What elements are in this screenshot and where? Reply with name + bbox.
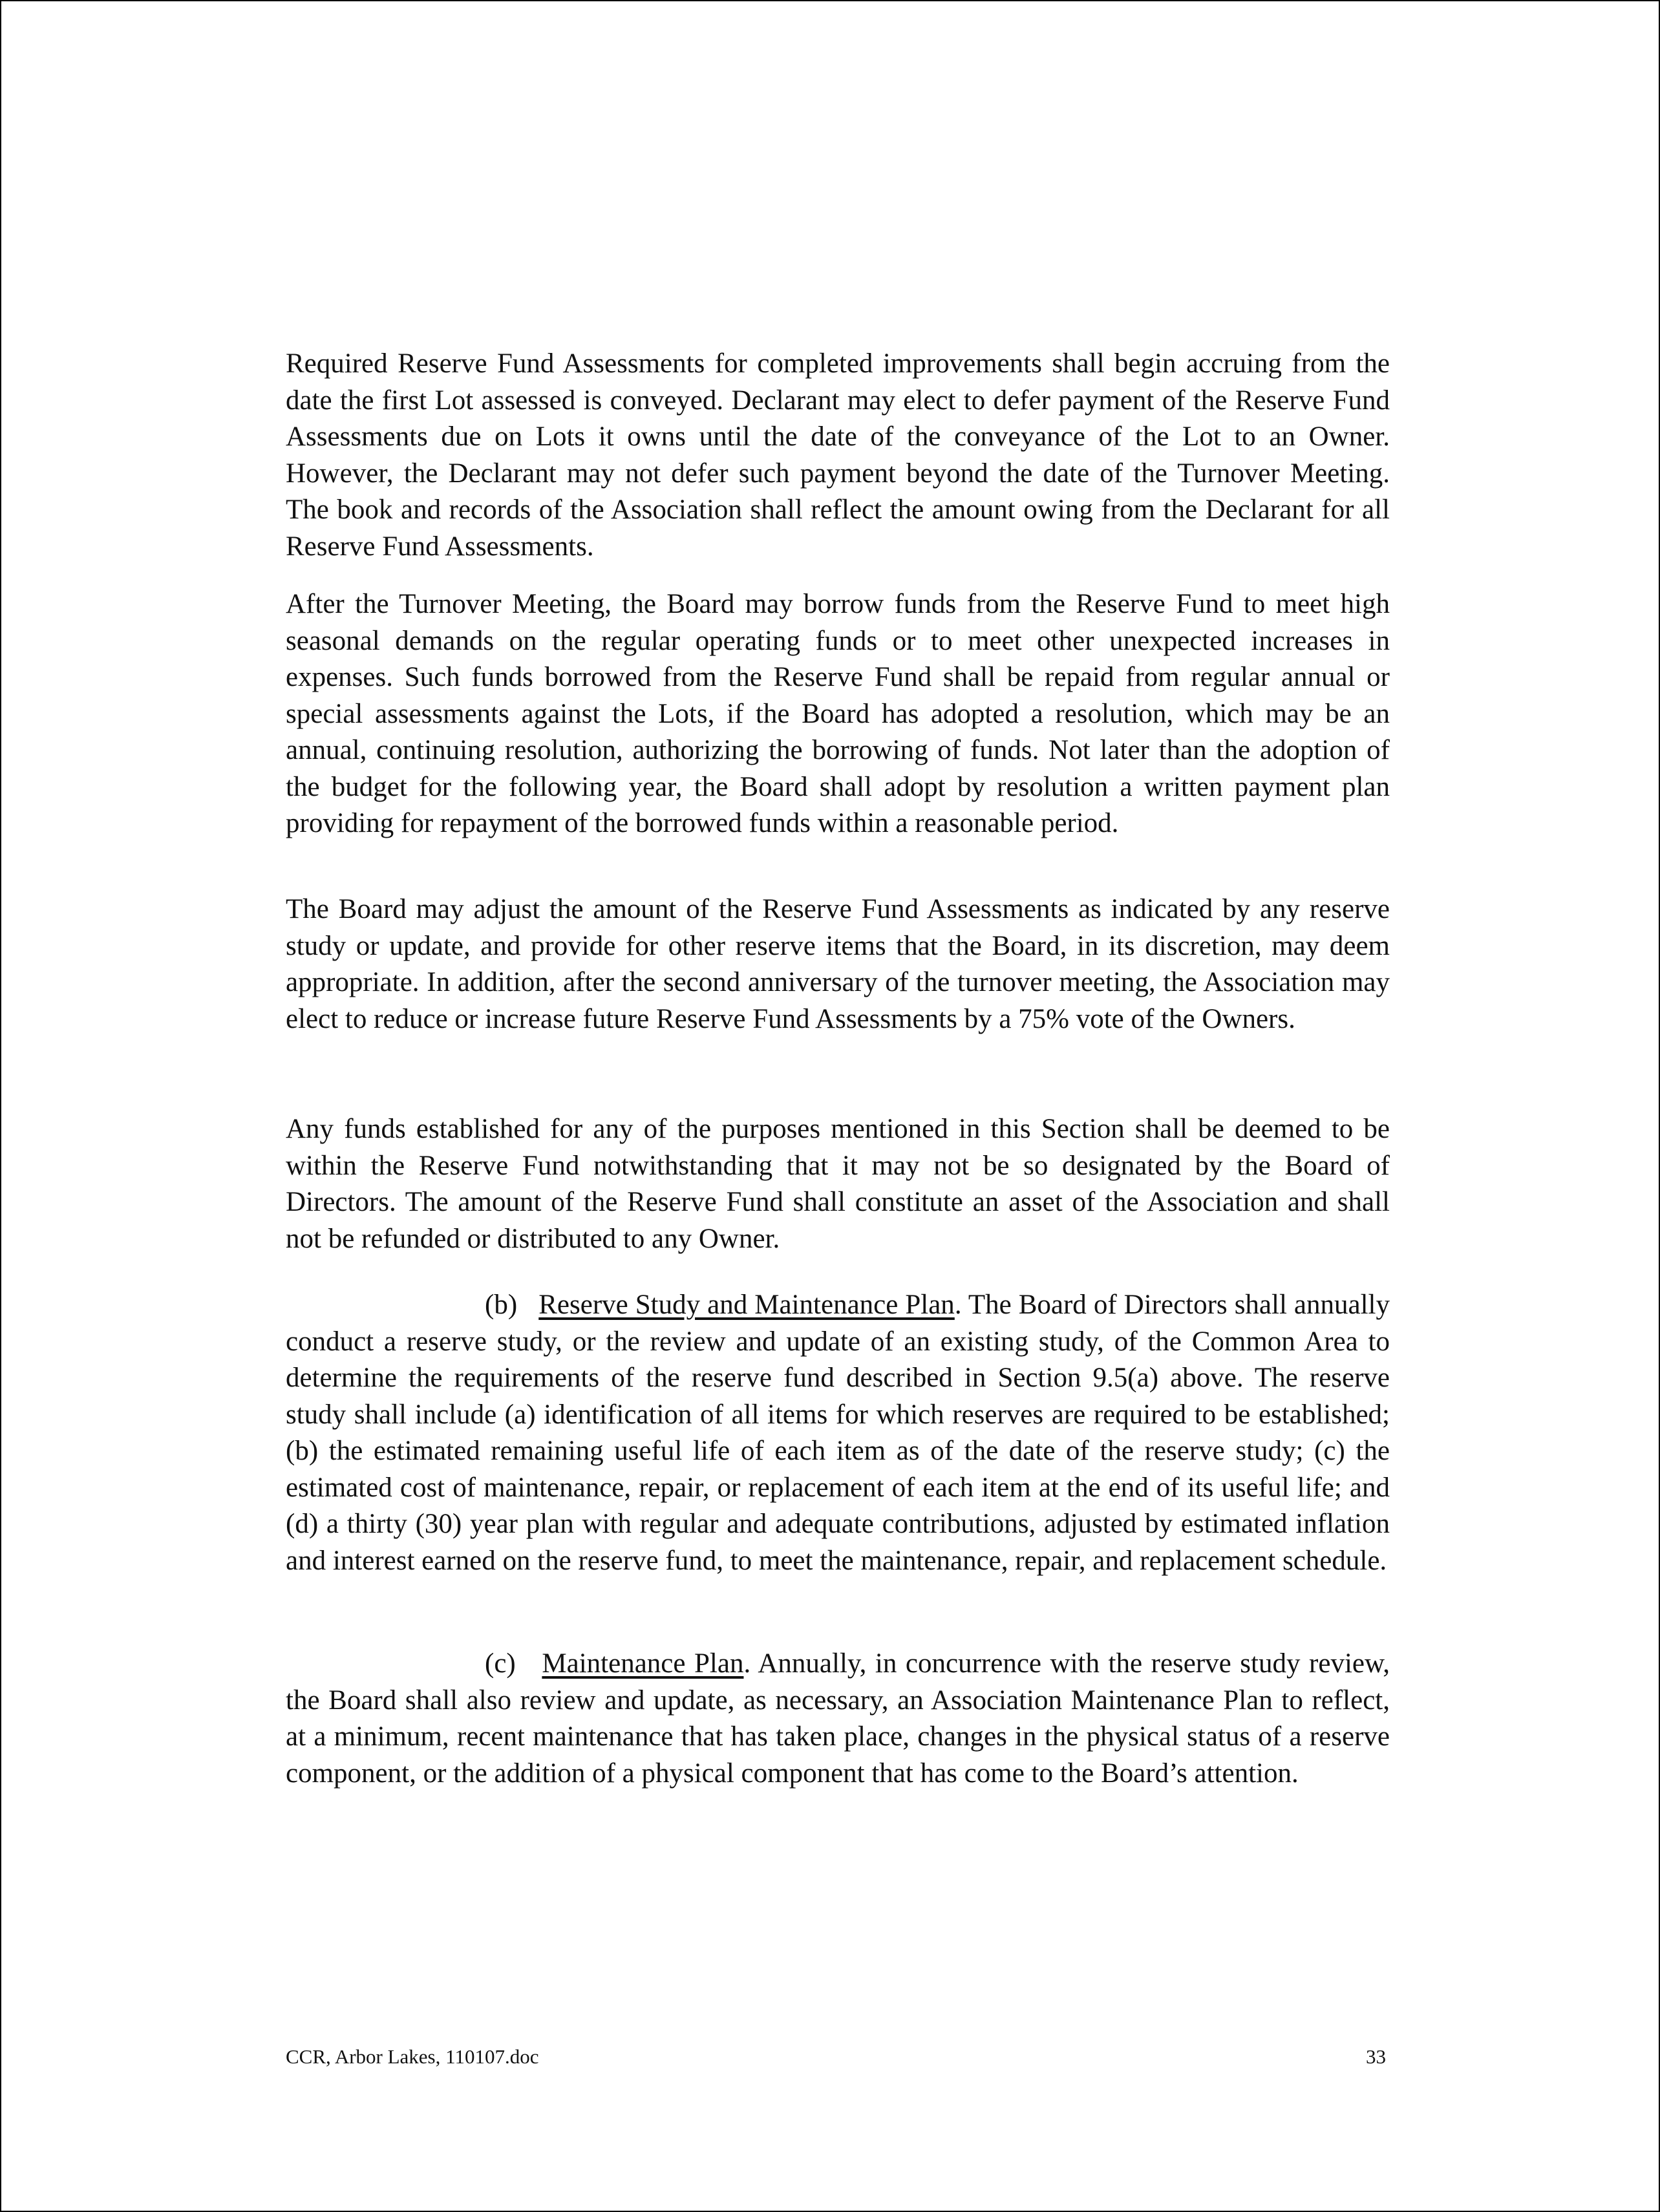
section-c-label: (c) — [485, 1648, 516, 1679]
section-b-text: . The Board of Directors shall annually conduct a reserve study, or the review and update of an existing study, of the Common Area to determine the requirements of the reserve fund described in Section 9.5(a) above. The reserve study shall include (a) identification of all items for which reserves are required to be established; (b) the estimated remaining useful life of each item as of the date of the reserve study; (c) the estimated cost of maintenance, repair, or replacement of each item at the end of its useful life; and (d) a thirty (30) year plan with regular and adequate contributions, adjusted by estimated inflation and interest earned on the reserve fund, to meet the maintenance, repair, and replacement schedule. — [286, 1290, 1390, 1576]
paragraph-borrowing-funds: After the Turnover Meeting, the Board may borrow funds from the Reserve Fund to meet high seasonal demands on the regular operating funds or to meet other unexpected increases in expenses. Such funds borrowed from the Reserve Fund shall be repaid from regular annual or special assessments against the Lots, if the Board has adopted a resolution, which may be an annual, continuing resolution, authorizing the borrowing of funds. Not later than the adoption of the budget for the following year, the Board shall adopt by resolution a written payment plan providing for repayment of the borrowed funds within a reasonable period. — [286, 589, 1390, 838]
footer-document-name: CCR, Arbor Lakes, 110107.doc — [286, 2045, 539, 2068]
paragraph-adjust-assessments: The Board may adjust the amount of the Reserve Fund Assessments as indicated by any reserve study or update, and provide for other reserve items that the Board, in its discretion, may deem appropriate. In addition, after the second anniversary of the turnover meeting, the Association may elect to reduce or increase future Reserve Fund Assessments by a 75% vote of the Owners. — [286, 894, 1390, 1034]
section-b-paragraph — [286, 1287, 1390, 1579]
section-c-heading: Maintenance Plan — [542, 1648, 744, 1679]
footer-page-number: 33 — [1366, 2045, 1386, 2068]
section-b-heading: Reserve Study and Maintenance Plan — [538, 1290, 955, 1320]
section-c-paragraph — [286, 1646, 1390, 1792]
paragraph-funds-established: Any funds established for any of the purposes mentioned in this Section shall be deemed to be within the Reserve Fund notwithstanding that it may not be so designated by the Board of Directors. The amount of the Reserve Fund shall constitute an asset of the Association and shall not be refunded or distributed to any Owner. — [286, 1114, 1390, 1254]
paragraph-reserve-assessments: Required Reserve Fund Assessments for completed improvements shall begin accruing from the date the first Lot assessed is conveyed. Declarant may elect to defer payment of the Reserve Fund Assessments due on Lots it owns until the date of the conveyance of the Lot to an Owner. However, the Declarant may not defer such payment beyond the date of the Turnover Meeting. The book and records of the Association shall reflect the amount owing from the Declarant for all Reserve Fund Assessments. — [286, 348, 1390, 562]
section-b-label: (b) — [485, 1290, 518, 1320]
section-c-text: . Annually, in concurrence with the reserve study review, the Board shall also review and update, as necessary, an Association Maintenance Plan to reflect, at a minimum, recent maintenance that has taken place, changes in the physical status of a reserve component, or the addition of a physical component that has come to the Board’s attention. — [286, 1648, 1390, 1789]
